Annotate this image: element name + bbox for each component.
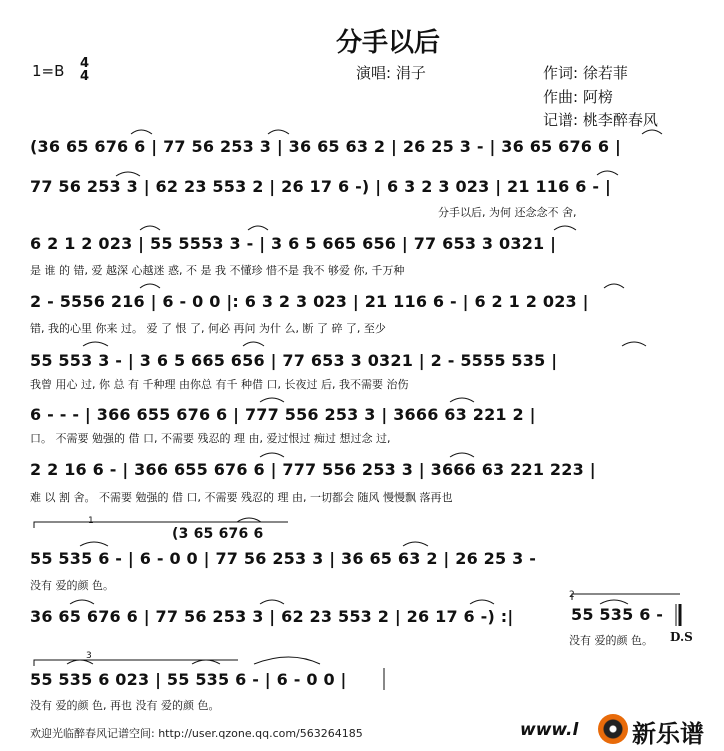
score-line-2: 77 56 253 3 | 62 23 553 2 | 26 17 6 -) | 6 3 2 3 023 | 21 116 6 - | xyxy=(30,177,611,196)
score-line-10: 55 535 6 023 | 55 535 6 - | 6 - 0 0 | xyxy=(30,670,347,689)
time-signature-top: 4 xyxy=(80,56,90,71)
score-line-5: 55 553 3 - | 3 6 5 665 656 | 77 653 3 0321 | 2 - 5555 535 | xyxy=(30,351,558,370)
key-signature: 1=B xyxy=(32,62,65,80)
volta-2-label: 2 xyxy=(569,590,575,600)
footer-credit: 欢迎光临醉春风记谱空间: http://user.qzone.qq.com/563264185 xyxy=(30,727,363,740)
transcriber-credit: 记谱: 桃李醉春风 xyxy=(543,111,658,129)
score-line-9: 36 65 676 6 | 77 56 253 3 | 62 23 553 2 | 26 17 6 -) :| xyxy=(30,607,514,626)
logo-text: 新乐谱 xyxy=(632,720,704,748)
score-line-7: 2 2 16 6 - | 366 655 676 6 | 777 556 253 3 | 3666 63 221 223 | xyxy=(30,460,596,479)
singer-credit: 演唱: 涓子 xyxy=(356,64,426,82)
score-line-8-intro: (3 65 676 6 xyxy=(172,526,264,542)
volta-3-label: 3 xyxy=(86,651,92,661)
lyric-line-7: 难 以 割 舍。 不需要 勉强的 借 口, 不需要 残忍的 理 由, 一切都会 随风 慢慢飘 落再也 xyxy=(30,491,453,504)
lyric-line-5: 我曾 用心 过, 你 总 有 千种理 由你总 有千 种借 口, 长夜过 后, 我不需要 治伤 xyxy=(30,378,409,391)
lyricist-credit: 作词: 徐若菲 xyxy=(543,64,628,82)
score-line-4: 2 - 5556 216 | 6 - 0 0 |: 6 3 2 3 023 | 21 116 6 - | 6 2 1 2 023 | xyxy=(30,292,589,311)
score-line-1: (36 65 676 6 | 77 56 253 3 | 36 65 63 2 | 26 25 3 - | 36 65 676 6 | xyxy=(30,137,622,156)
score-line-3: 6 2 1 2 023 | 55 5553 3 - | 3 6 5 665 656 | 77 653 3 0321 | xyxy=(30,234,557,253)
composer-credit: 作曲: 阿榜 xyxy=(543,88,613,106)
song-title: 分手以后 xyxy=(336,28,441,58)
score-line-8: 55 535 6 - | 6 - 0 0 | 77 56 253 3 | 36 65 63 2 | 26 25 3 - xyxy=(30,549,537,568)
volta-1-label: 1 xyxy=(88,516,94,526)
time-signature-bottom: 4 xyxy=(80,69,90,84)
site-url-fragment: www.l xyxy=(520,720,579,740)
lyric-line-2: 分手以后, 为何 还念念不 舍, xyxy=(438,206,577,219)
lyric-line-8: 没有 爱的颜 色。 xyxy=(30,579,114,592)
lyric-line-9: 没有 爱的颜 色。 xyxy=(569,634,653,647)
lyric-line-10: 没有 爱的颜 色, 再也 没有 爱的颜 色。 xyxy=(30,699,220,712)
lyric-line-4: 错, 我的心里 你来 过。 爱 了 恨 了, 何必 再问 为什 么, 断 了 碎 了, 至少 xyxy=(30,322,386,335)
lyric-line-3: 是 谁 的 错, 爱 越深 心越迷 惑, 不 是 我 不懂珍 惜不是 我不 够爱 你, 千万种 xyxy=(30,264,405,277)
score-line-9-ending: 55 535 6 - xyxy=(571,605,664,624)
dal-segno-mark: D.S xyxy=(670,630,693,644)
score-line-6: 6 - - - | 366 655 676 6 | 777 556 253 3 | 3666 63 221 2 | xyxy=(30,405,536,424)
lyric-line-6: 口。 不需要 勉强的 借 口, 不需要 残忍的 理 由, 爱过恨过 痴过 想过念 过, xyxy=(30,432,391,445)
